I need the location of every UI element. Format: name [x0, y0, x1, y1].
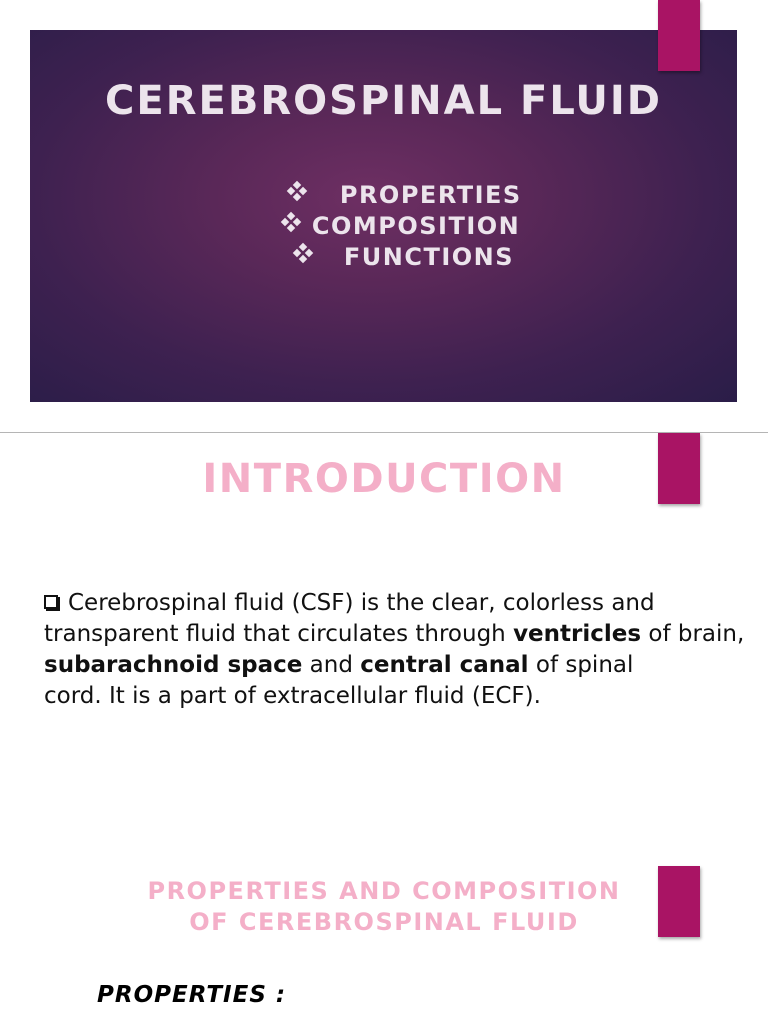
heading-line: PROPERTIES AND COMPOSITION — [147, 877, 621, 905]
introduction-heading: INTRODUCTION — [202, 456, 566, 502]
slide-title: CEREBROSPINAL FLUID — [105, 78, 662, 124]
diamond-bullet-icon — [294, 244, 312, 262]
diamond-bullet-icon — [282, 213, 300, 231]
checkbox-bullet-icon — [44, 595, 58, 609]
slide-divider — [0, 432, 768, 433]
properties-composition-heading — [0, 876, 768, 938]
para-text: of spinal — [528, 652, 634, 678]
para-bold-central-canal: central canal — [360, 652, 529, 678]
para-text: Cerebrospinal fluid (CSF) is the clear, colorless and transparent fluid that circulates through — [44, 590, 655, 647]
para-text: of brain, — [641, 621, 745, 647]
accent-tab — [658, 0, 700, 71]
topic-item-properties — [288, 180, 522, 210]
para-bold-ventricles: ventricles — [513, 621, 642, 647]
introduction-paragraph — [44, 588, 754, 712]
topic-item-composition — [282, 211, 520, 241]
topic-item-functions — [294, 242, 514, 272]
topic-label: FUNCTIONS — [343, 243, 515, 271]
para-bold-subarachnoid: subarachnoid space — [44, 652, 303, 678]
properties-subheading: PROPERTIES : — [97, 982, 287, 1008]
topic-label: PROPERTIES — [339, 181, 522, 209]
para-text: cord. It is a part of extracellular fluid (ECF). — [44, 683, 541, 709]
topic-label: COMPOSITION — [311, 212, 521, 240]
para-text: and — [302, 652, 361, 678]
heading-line: OF CEREBROSPINAL FLUID — [189, 908, 579, 936]
diamond-bullet-icon — [288, 182, 306, 200]
title-slide — [30, 30, 737, 402]
